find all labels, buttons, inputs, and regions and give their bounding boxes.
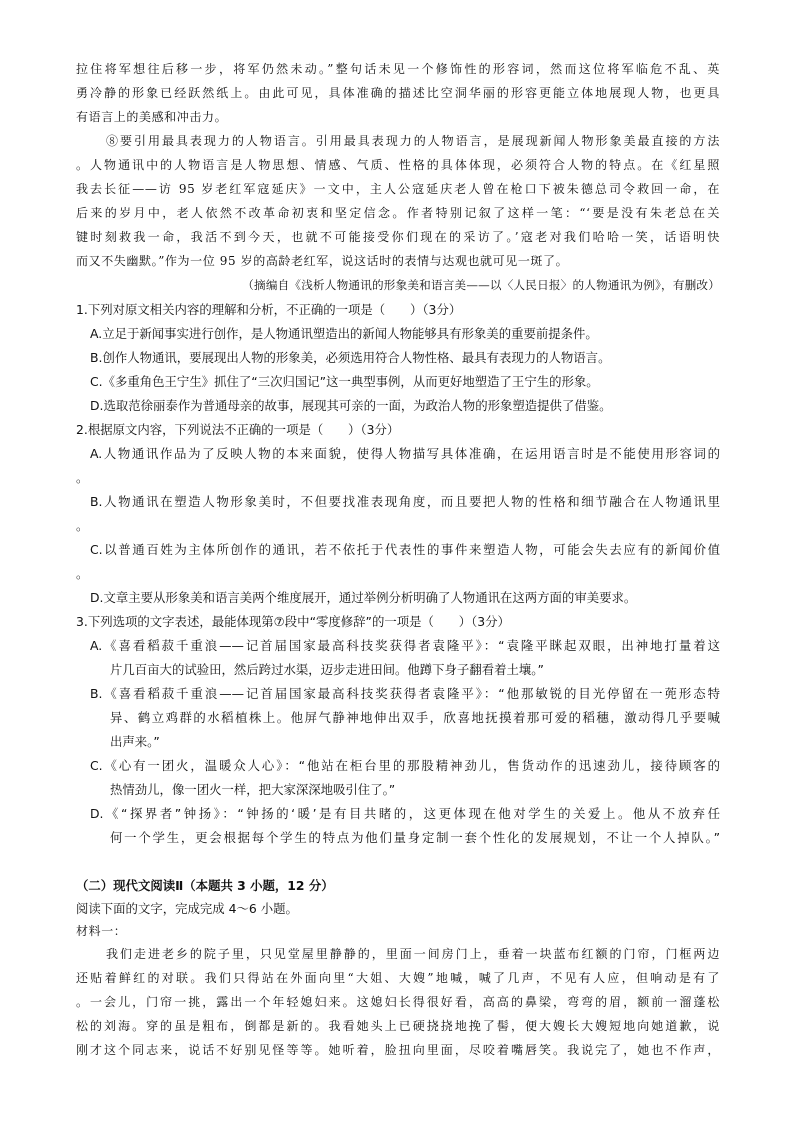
question-2-option-c-cont: 。 [76, 566, 89, 581]
passage-line: 拉住将军想往后移一步，将军仍然未动。”整句话未见一个修饰性的形容词，然而这位将军临危不乱、英 [76, 62, 720, 76]
question-2-option-b-cont: 。 [76, 518, 89, 533]
question-3-stem: 3.下列选项的文字表述，最能体现第⑦段中“零度修辞”的一项是（ ）（3分） [76, 614, 510, 629]
passage-line: 后来的岁月中，老人依然不改革命初衷和坚定信念。作者特别记叙了这样一笔：“‘要是没有朱老总在关 [76, 206, 720, 220]
question-1-option-b: B.创作人物通讯，要展现出人物的形象美，必须选用符合人物性格、最具有表现力的人物语言。 [90, 350, 611, 365]
question-1-option-c: C.《多重角色王宁生》抓住了“三次归国记”这一典型事例，从而更好地塑造了王宁生的形象。 [90, 374, 599, 389]
section-2-instruction: 阅读下面的文字，完成完成 4～6 小题。 [76, 901, 298, 916]
material-line: 刚才这个同志来，说话不好别见怪等等。她听着，脸扭向里面，尽咬着嘴唇笑。我说完了，她也不作声， [76, 1043, 720, 1057]
question-1-option-d: D.选取范徐丽泰作为普通母亲的故事，展现其可亲的一面，为政治人物的形象塑造提供了借鉴。 [90, 398, 612, 413]
passage-line: 键时刻救我一命，我活不到今天，也就不可能接受你们现在的采访了。’寇老对我们哈哈一笑，话语明快 [76, 230, 720, 244]
question-2-option-a-cont: 。 [76, 470, 89, 485]
passage-line: 而又不失幽默。”作为一位 95 岁的高龄老红军，说这话时的表情与达观也就可见一斑了。 [76, 254, 569, 268]
question-3-option-a-cont: 片几百亩大的试验田，然后跨过水渠，迈步走进田间。他蹲下身子翻看着土壤。” [110, 662, 544, 677]
question-3-option-b: B.《喜看稻菽千重浪——记首届国家最高科技奖获得者袁隆平》：“他那敏锐的目光停留在一蔸形态特 [90, 686, 720, 701]
material-line: 我们走进老乡的院子里，只见堂屋里静静的，里面一间房门上，垂着一块蓝布红额的门帘，门框两边 [106, 947, 720, 961]
question-3-option-d: D.《“探界者”钟扬》：“钟扬的‘暖’是有目共睹的，这更体现在他对学生的关爱上。他从不放弃任 [90, 806, 720, 821]
question-3-option-c-cont: 热情劲儿，像一团火一样，把大家深深地吸引住了。” [110, 782, 396, 797]
question-1-option-a: A.立足于新闻事实进行创作，是人物通讯塑造出的新闻人物能够具有形象美的重要前提条件。 [90, 326, 598, 341]
question-3-option-a: A.《喜看稻菽千重浪——记首届国家最高科技奖获得者袁隆平》：“袁隆平眯起双眼，出神地打量着这 [90, 638, 720, 653]
question-3-option-c: C.《心有一团火，温暖众人心》：“他站在柜台里的那股精神劲儿，售货动作的迅速劲儿，接待顾客的 [90, 758, 720, 773]
question-2-option-c: C.以普通百姓为主体所创作的通讯，若不依托于代表性的事件来塑造人物，可能会失去应有的新闻价值 [90, 542, 720, 557]
material-line: 。一会儿，门帘一挑，露出一个年轻媳妇来。这媳妇长得很好看，高高的鼻梁，弯弯的眉，额前一溜蓬松 [76, 995, 720, 1009]
question-3-option-b-cont2: 出声来。” [110, 734, 160, 749]
passage-line: ⑧要引用最具表现力的人物语言。引用最具表现力的人物语言，是展现新闻人物形象美最直接的方法 [106, 134, 720, 148]
passage-line: 。人物通讯中的人物语言是人物思想、情感、气质、性格的具体体现，必须符合人物的特点。在《红星照 [76, 158, 720, 172]
question-3-option-d-cont: 何一个学生，更会根据每个学生的特点为他们量身定制一套个性化的发展规划，不让一个人掉队。” [110, 830, 720, 845]
material-line: 还贴着鲜红的对联。我们只得站在外面向里“大姐、大嫂”地喊，喊了几声，不见有人应，但响动是有了 [76, 971, 720, 985]
question-2-stem: 2.根据原文内容，下列说法不正确的一项是（ ）（3分） [76, 422, 400, 437]
question-2-option-a: A.人物通讯作品为了反映人物的本来面貌，使得人物描写具体准确，在运用语言时是不能使用形容词的 [90, 446, 720, 461]
question-2-option-d: D.文章主要从形象美和语言美两个维度展开，通过举例分析明确了人物通讯在这两方面的审美要求。 [90, 590, 637, 605]
material-label: 材料一： [76, 924, 127, 938]
passage-line: 有语言上的美感和冲击力。 [76, 110, 228, 124]
source-note: （摘编自《浅析人物通讯的形象美和语言美——以〈人民日报〉的人物通讯为例》，有删改） [242, 278, 720, 292]
passage-line: 勇冷静的形象已经跃然纸上。由此可见，具体准确的描述比空洞华丽的形容更能立体地展现人物，也更具 [76, 86, 720, 100]
passage-line: 我去长征——访 95 岁老红军寇延庆》一文中，主人公寇延庆老人曾在枪口下被朱德总司令救回一命，在 [76, 182, 720, 196]
question-3-option-b-cont: 异、鹤立鸡群的水稻植株上。他屏气静神地伸出双手，欣喜地抚摸着那可爱的稻穗，激动得几乎要喊 [110, 710, 720, 725]
question-1-stem: 1.下列对原文相关内容的理解和分析，不正确的一项是（ ）（3分） [76, 302, 462, 317]
material-line: 松的刘海。穿的虽是粗布，倒都是新的。我看她头上已硬挠挠地挽了髻，便大嫂长大嫂短地向她道歉，说 [76, 1019, 720, 1033]
section-2-heading: （二）现代文阅读Ⅱ（本题共 3 小题，12 分） [76, 878, 334, 893]
question-2-option-b: B.人物通讯在塑造人物形象美时，不但要找准表现角度，而且要把人物的性格和细节融合在人物通讯里 [90, 494, 720, 509]
